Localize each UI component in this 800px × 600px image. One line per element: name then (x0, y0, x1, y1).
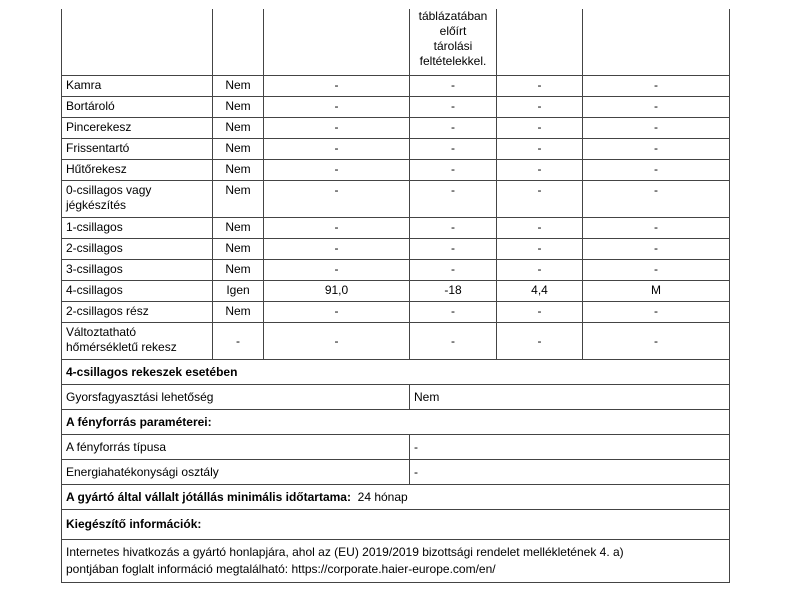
energy-class-row: Energiahatékonysági osztály - (62, 460, 730, 485)
table-row: Frissentartó Nem - - - - (62, 139, 730, 160)
header-row (62, 9, 730, 76)
section-heading: 4-csillagos rekeszek esetében (62, 360, 730, 385)
storage-conditions-note: táblázatában előírt tárolási feltételekkel. (410, 9, 497, 76)
table-row: Kamra Nem - - - - (62, 76, 730, 97)
light-type-row: A fényforrás típusa - (62, 435, 730, 460)
extra-info-line: Internetes hivatkozás a gyártó honlapjára, ahol az (EU) 2019/2019 bizottsági rendelet mellékletének 4. a) (66, 545, 624, 559)
fast-freeze-row: Gyorsfagyasztási lehetőség Nem (62, 385, 730, 410)
section-heading: Kiegészítő információk: (62, 510, 730, 540)
table-row: Pincerekesz Nem - - - - (62, 118, 730, 139)
warranty-value: 24 hónap (357, 489, 408, 504)
table-row: 0-csillagos vagy jégkészítés Nem - - - - (62, 181, 730, 218)
compartment-table (61, 9, 730, 583)
extra-info-row (62, 540, 730, 583)
table-row: Hűtőrekesz Nem - - - - (62, 160, 730, 181)
data-sheet (61, 9, 729, 583)
table-row: 2-csillagos rész Nem - - - - (62, 302, 730, 323)
warranty-label: A gyártó által vállalt jótállás minimális időtartama: (66, 489, 351, 504)
table-row: 3-csillagos Nem - - - - (62, 260, 730, 281)
section-heading: A fényforrás paraméterei: (62, 410, 730, 435)
table-row: 2-csillagos Nem - - - - (62, 239, 730, 260)
table-row: 1-csillagos Nem - - - - (62, 218, 730, 239)
table-row: Bortároló Nem - - - - (62, 97, 730, 118)
table-row: 4-csillagos Igen 91,0 -18 4,4 M (62, 281, 730, 302)
warranty-row (62, 485, 730, 510)
table-row: Változtatható hőmérsékletű rekesz - - - - - (62, 323, 730, 360)
extra-info-line: pontjában foglalt információ megtalálható: https://corporate.haier-europe.com/en/ (66, 562, 496, 576)
